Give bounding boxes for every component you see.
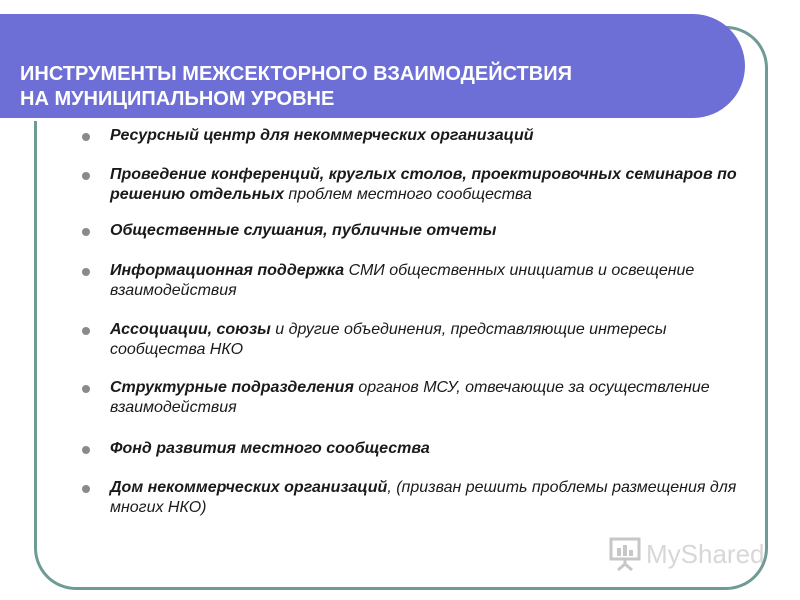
list-item	[82, 378, 762, 418]
slide-title-line-1: ИНСТРУМЕНТЫ МЕЖСЕКТОРНОГО ВЗАИМОДЕЙСТВИЯ	[20, 63, 572, 85]
slide-title	[20, 62, 572, 112]
bullet-dot-icon	[82, 327, 90, 335]
list-item-bold: Фонд развития местного сообщества	[110, 440, 430, 457]
bullet-dot-icon	[82, 385, 90, 393]
bullet-dot-icon	[82, 172, 90, 180]
list-item-bold: Структурные подразделения	[110, 379, 354, 396]
list-item	[82, 320, 762, 360]
list-item-bold: Дом некоммерческих организаций	[110, 479, 388, 496]
list-item-bold: Информационная поддержка	[110, 262, 345, 279]
bullet-dot-icon	[82, 446, 90, 454]
list-item	[82, 478, 762, 518]
list-item	[82, 126, 762, 146]
bullet-dot-icon	[82, 268, 90, 276]
list-item	[82, 261, 762, 301]
list-item	[82, 165, 762, 205]
list-item-rest: , (призван решить проблемы размещения для многих НКО)	[110, 479, 737, 516]
list-item-rest: проблем местного сообщества	[283, 186, 532, 203]
list-item-rest: и другие объединения, представляющие интересы сообщества НКО	[110, 321, 667, 358]
watermark	[608, 534, 765, 574]
list-item-bold: Ресурсный центр для некоммерческих организаций	[110, 127, 534, 144]
title-underline	[0, 118, 706, 121]
slide-title-line-2: НА МУНИЦИПАЛЬНОМ УРОВНЕ	[20, 88, 335, 110]
bullet-dot-icon	[82, 485, 90, 493]
presentation-board-icon	[608, 536, 642, 572]
list-item	[82, 221, 762, 241]
list-item-rest: органов МСУ, отвечающие за осуществление взаимодействия	[110, 379, 710, 416]
watermark-text: MyShared	[646, 538, 765, 569]
bullet-dot-icon	[82, 133, 90, 141]
list-item	[82, 439, 762, 459]
bullet-list	[82, 126, 762, 518]
list-item-bold: Общественные слушания, публичные отчеты	[110, 222, 497, 239]
list-item-bold: Ассоциации, союзы	[110, 321, 271, 338]
list-item-bold: Проведение конференций, круглых столов, проектировочных семинаров по решению отдельных	[110, 166, 737, 203]
list-item-rest: СМИ общественных инициатив и освещение взаимодействия	[110, 262, 695, 299]
bullet-dot-icon	[82, 228, 90, 236]
title-bar	[0, 14, 745, 118]
